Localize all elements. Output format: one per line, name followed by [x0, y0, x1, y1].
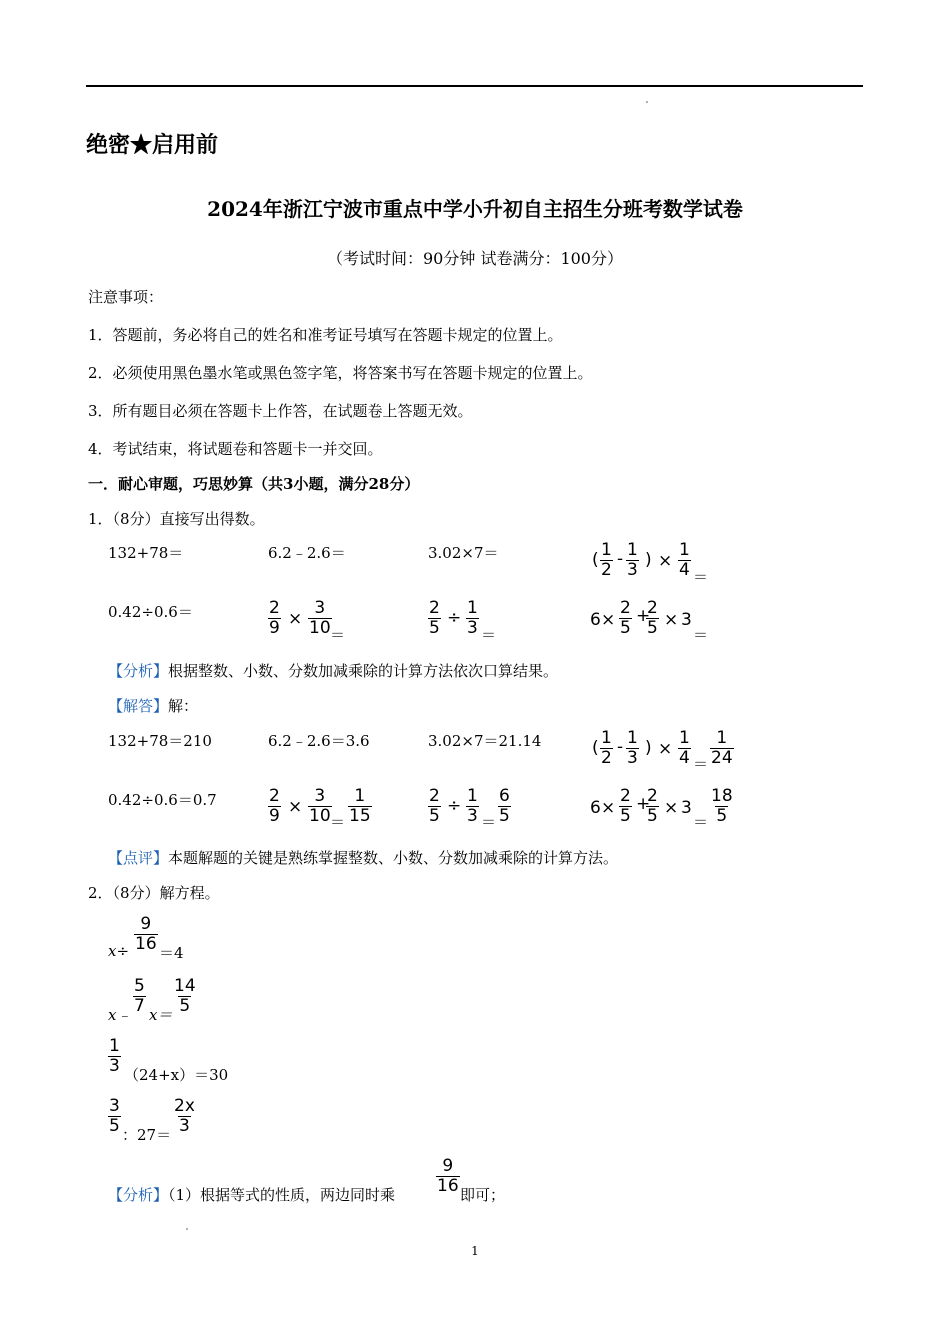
problem-2: 6.2﹣2.6＝ — [268, 544, 346, 562]
analysis-text-end: 即可； — [460, 1186, 506, 1204]
note-item: 1．答题前，务必将自己的姓名和准考证号填写在答题卡规定的位置上。 — [88, 326, 563, 344]
fraction-1-4: $\frac{1}{4}$ — [679, 728, 690, 768]
fraction-9-16: $\frac{9}{16}$ — [437, 1156, 459, 1196]
times-sign: × — [601, 610, 616, 630]
times-sign: × — [288, 609, 303, 629]
minus-sign: - — [617, 737, 624, 757]
fraction-5-7: $\frac{5}{7}$ — [134, 976, 145, 1016]
ratio-27: ：27＝ — [122, 1126, 172, 1144]
speck — [646, 101, 648, 103]
analysis-tag: 【分析】 — [108, 662, 169, 680]
times-sign: × — [664, 610, 679, 630]
fraction-1-3: $\frac{1}{3}$ — [467, 786, 478, 826]
three: 3 — [681, 610, 692, 630]
page-title: 2024年浙江宁波市重点中学小升初自主招生分班考数学试卷 — [207, 197, 743, 221]
answer-tag: 【解答】 — [108, 697, 169, 715]
question-1-label: 1．（8分）直接写出得数。 — [88, 510, 265, 528]
comment-tag: 【点评】 — [108, 849, 169, 867]
notes-heading: 注意事项： — [88, 288, 164, 306]
comment-text: 本题解题的关键是熟练掌握整数、小数、分数加减乘除的计算方法。 — [168, 849, 619, 867]
times-sign: × — [658, 739, 673, 759]
equals-sign: ＝ — [481, 626, 497, 644]
problem-5: 0.42÷0.6＝ — [108, 603, 193, 621]
answer-text: 解： — [168, 697, 199, 715]
note-item: 2．必须使用黑色墨水笔或黑色签字笔，将答案书写在答题卡规定的位置上。 — [88, 364, 593, 382]
speck — [186, 1228, 188, 1230]
equals-sign: ＝ — [330, 813, 346, 831]
note-item: 3．所有题目必须在答题卡上作答，在试题卷上答题无效。 — [88, 402, 473, 420]
problem-1: 132+78＝ — [108, 544, 184, 562]
fraction-2-9: $\frac{2}{9}$ — [269, 598, 280, 638]
comment — [108, 847, 618, 868]
fraction-6-5: $\frac{6}{5}$ — [499, 786, 510, 826]
answer-3: 3.02×7＝21.14 — [428, 732, 542, 750]
q2-analysis — [108, 1184, 395, 1205]
analysis-tag: 【分析】 — [108, 1186, 169, 1204]
problem-3: 3.02×7＝ — [428, 544, 499, 562]
answer-5: 0.42÷0.6＝0.7 — [108, 791, 217, 809]
minus-sign: - — [617, 549, 624, 569]
equals-sign: ＝ — [481, 813, 497, 831]
page-number: 1 — [471, 1244, 479, 1258]
paren-open: ( — [592, 550, 599, 570]
paren-close: ) — [645, 550, 652, 570]
fraction-2x-3: $\frac{2x}{3}$ — [174, 1096, 195, 1136]
fraction-2-5: $\frac{2}{5}$ — [429, 598, 440, 638]
fraction-1-3: $\frac{1}{3}$ — [109, 1036, 120, 1076]
divide-sign: ÷ — [447, 796, 462, 816]
fraction-18-5: $\frac{18}{5}$ — [711, 786, 733, 826]
fraction-1-2: $\frac{1}{2}$ — [601, 540, 612, 580]
fraction-1-3: $\frac{1}{3}$ — [627, 728, 638, 768]
exam-info: （考试时间：90分钟 试卷满分：100分） — [327, 249, 623, 268]
x-equals: x＝ — [149, 1006, 173, 1024]
six: 6 — [590, 798, 601, 818]
fraction-14-5: $\frac{14}{5}$ — [174, 976, 196, 1016]
fraction-2-5: $\frac{2}{5}$ — [620, 786, 631, 826]
fraction-1-3: $\frac{1}{3}$ — [467, 598, 478, 638]
confidential-label: 绝密★启用前 — [86, 132, 219, 158]
plus-sign: + — [636, 606, 651, 626]
fraction-9-16: $\frac{9}{16}$ — [135, 914, 157, 954]
fraction-2-9: $\frac{2}{9}$ — [269, 786, 280, 826]
answer-2: 6.2﹣2.6＝3.6 — [268, 732, 370, 750]
answer — [108, 695, 198, 716]
fraction-2-5: $\frac{2}{5}$ — [429, 786, 440, 826]
fraction-1-24: $\frac{1}{24}$ — [711, 728, 733, 768]
paren-open: ( — [592, 738, 599, 758]
section-heading: 一．耐心审题，巧思妙算（共3小题，满分28分） — [88, 475, 420, 493]
fraction-2-5: $\frac{2}{5}$ — [620, 598, 631, 638]
fraction-1-4: $\frac{1}{4}$ — [679, 540, 690, 580]
six: 6 — [590, 610, 601, 630]
equals-4: ＝4 — [159, 944, 184, 962]
fraction-2-5: $\frac{2}{5}$ — [647, 598, 658, 638]
equals-sign: ＝ — [330, 626, 346, 644]
fraction-3-5: $\frac{3}{5}$ — [109, 1096, 120, 1136]
paren-expression: （24+x）＝30 — [124, 1066, 229, 1084]
top-rule — [86, 85, 863, 87]
x-divide: x÷ — [108, 942, 130, 960]
question-2-label: 2．（8分）解方程。 — [88, 884, 220, 902]
divide-sign: ÷ — [447, 608, 462, 628]
fraction-1-15: $\frac{1}{15}$ — [349, 786, 371, 826]
paren-close: ) — [645, 738, 652, 758]
fraction-3-10: $\frac{3}{10}$ — [309, 598, 331, 638]
fraction-2-5: $\frac{2}{5}$ — [647, 786, 658, 826]
times-sign: × — [664, 798, 679, 818]
fraction-1-3: $\frac{1}{3}$ — [627, 540, 638, 580]
answer-1: 132+78＝210 — [108, 732, 212, 750]
equals-sign: ＝ — [693, 813, 709, 831]
analysis-text: 根据整数、小数、分数加减乘除的计算方法依次口算结果。 — [168, 662, 559, 680]
times-sign: × — [288, 797, 303, 817]
times-sign: × — [601, 798, 616, 818]
equals-sign: ＝ — [693, 568, 709, 586]
times-sign: × — [658, 551, 673, 571]
x-minus: x﹣ — [108, 1006, 132, 1024]
analysis — [108, 660, 558, 681]
fraction-1-2: $\frac{1}{2}$ — [601, 728, 612, 768]
three: 3 — [681, 798, 692, 818]
equals-sign: ＝ — [693, 626, 709, 644]
analysis-text: （1）根据等式的性质，两边同时乘 — [168, 1186, 396, 1204]
equals-sign: ＝ — [693, 755, 709, 773]
plus-sign: + — [636, 794, 651, 814]
note-item: 4．考试结束，将试题卷和答题卡一并交回。 — [88, 440, 383, 458]
fraction-3-10: $\frac{3}{10}$ — [309, 786, 331, 826]
